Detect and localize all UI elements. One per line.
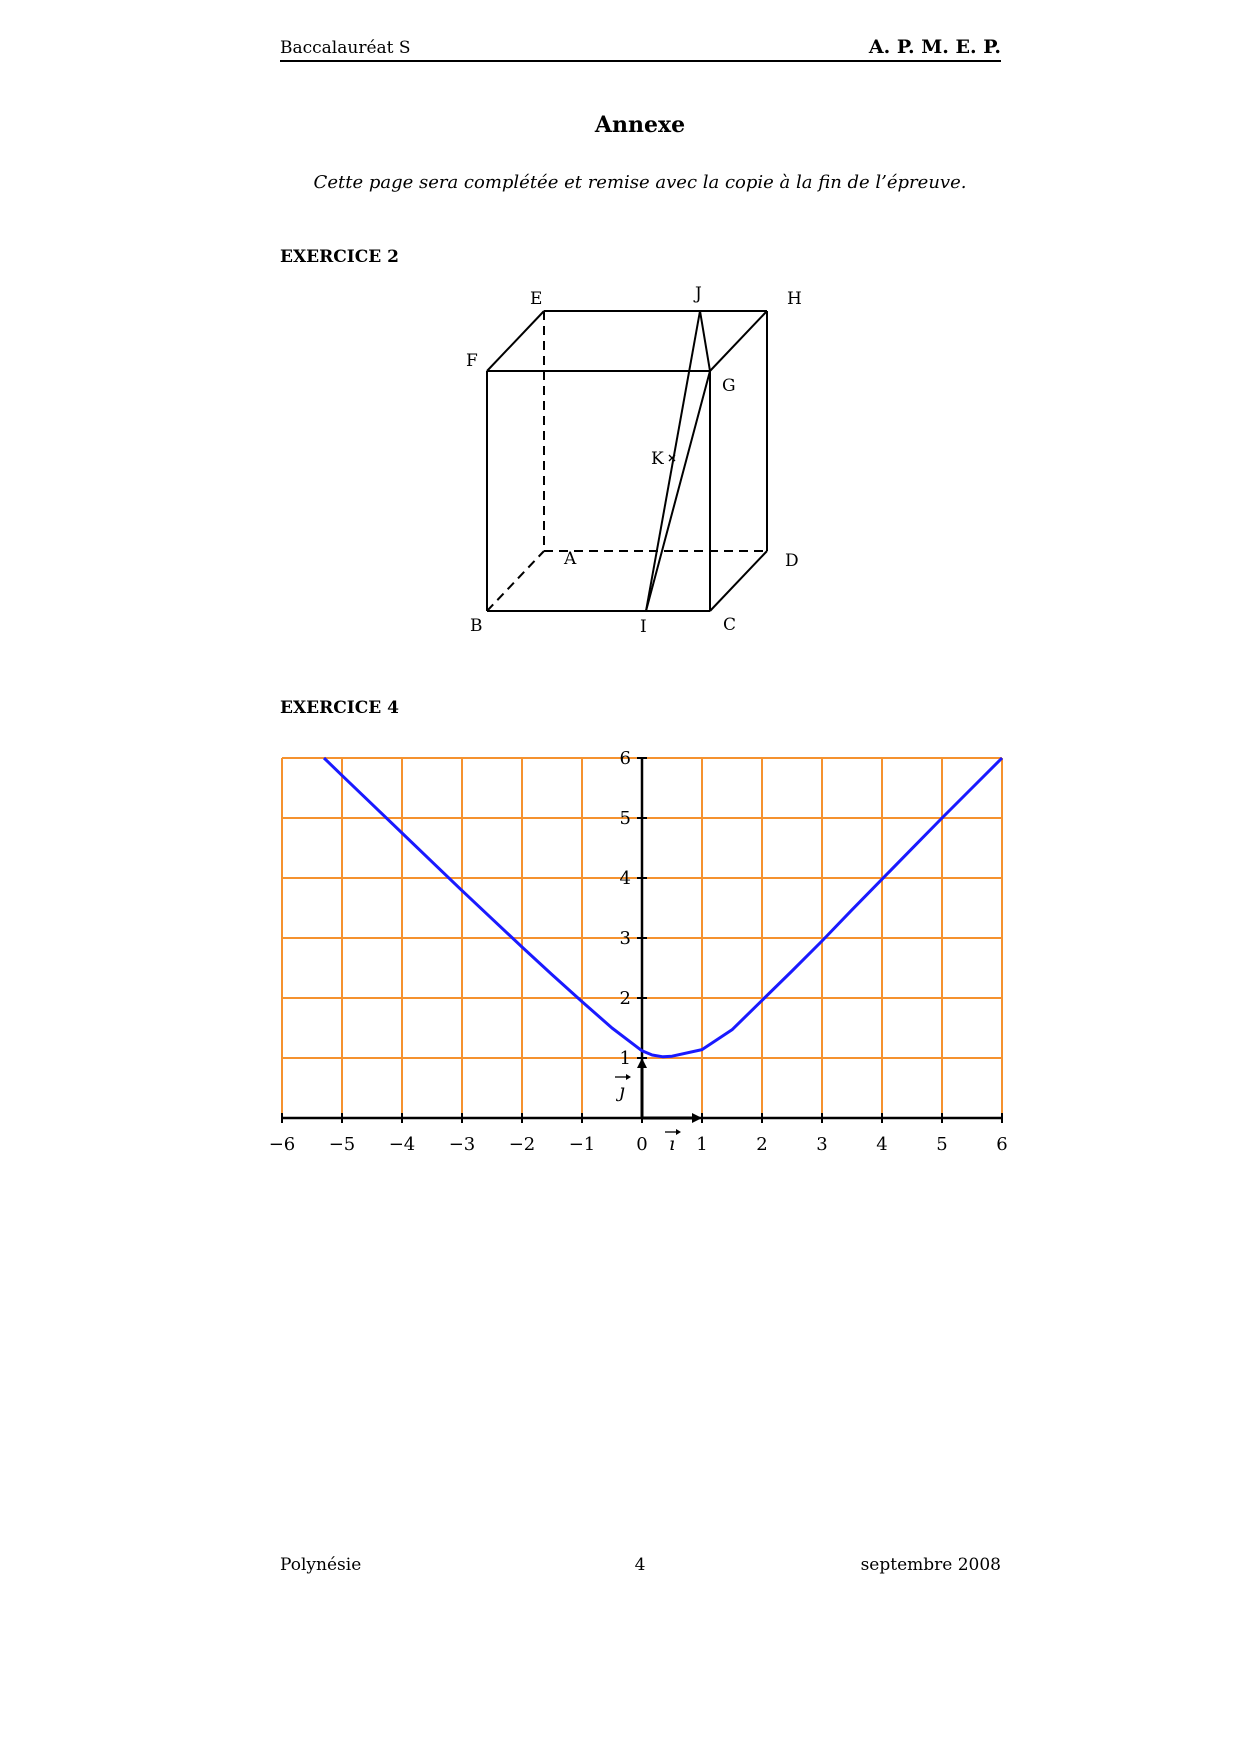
x-tick-label: 6: [996, 1134, 1008, 1155]
label-B: B: [470, 616, 483, 636]
function-graph: [260, 740, 1020, 1160]
x-tick-label: −5: [328, 1134, 356, 1155]
footer-page-number: 4: [634, 1555, 646, 1575]
label-I: I: [640, 617, 647, 637]
page-subtitle: Cette page sera complétée et remise avec la copie à la fin de l’épreuve.: [313, 172, 967, 193]
vector-i-label: ı: [668, 1133, 676, 1155]
segment-JG: [700, 311, 710, 371]
x-tick-label: 3: [816, 1134, 828, 1155]
y-tick-label: 3: [619, 928, 631, 949]
exercise4-label: EXERCICE 4: [280, 698, 399, 718]
x-tick-label: 5: [936, 1134, 948, 1155]
label-C: C: [723, 615, 737, 635]
y-tick-label: 1: [619, 1048, 631, 1069]
series-line: [324, 758, 1002, 1057]
y-tick-label: 2: [619, 988, 631, 1009]
unit-vectors: [615, 1058, 702, 1155]
exercise2-label: EXERCICE 2: [280, 247, 399, 267]
edge-GH: [710, 311, 767, 371]
x-tick-label: −1: [568, 1134, 596, 1155]
label-H: H: [787, 289, 802, 309]
vector-i-label-arrowhead: [676, 1129, 681, 1135]
vector-j-label-arrowhead: [626, 1074, 631, 1080]
label-G: G: [722, 376, 736, 396]
x-tick-label: −6: [268, 1134, 296, 1155]
edge-FE: [487, 311, 544, 371]
header-left: Baccalauréat S: [280, 38, 411, 58]
x-tick-label: 2: [756, 1134, 768, 1155]
footer-left: Polynésie: [280, 1555, 362, 1575]
x-tick-label: −3: [448, 1134, 476, 1155]
segment-IG: [646, 371, 710, 611]
tick-labels: [269, 748, 1008, 1155]
header-right: A. P. M. E. P.: [868, 36, 1001, 58]
label-K: K: [651, 449, 664, 469]
edge-BA: [487, 551, 544, 611]
x-tick-label: 0: [636, 1134, 648, 1155]
vector-j-arrowhead: [637, 1058, 647, 1068]
label-F: F: [466, 351, 478, 371]
x-tick-label: 1: [696, 1134, 708, 1155]
footer-right: septembre 2008: [860, 1555, 1001, 1575]
x-tick-label: −2: [508, 1134, 536, 1155]
page-title: Annexe: [594, 112, 686, 138]
x-tick-label: 4: [876, 1134, 888, 1155]
y-tick-label: 5: [619, 808, 631, 829]
x-tick-label: −4: [388, 1134, 416, 1155]
header-rule: [280, 60, 1001, 62]
label-E: E: [530, 289, 543, 309]
cube-diagram: [440, 280, 840, 650]
y-tick-label: 4: [619, 868, 631, 889]
label-J: J: [695, 284, 702, 304]
label-D: D: [785, 551, 799, 571]
vector-i-arrowhead: [692, 1113, 702, 1123]
label-A: A: [564, 549, 577, 569]
curve: [324, 758, 1002, 1057]
vector-j-label: ȷ: [619, 1080, 625, 1102]
edge-CD: [710, 551, 767, 611]
y-tick-label: 6: [619, 748, 631, 769]
